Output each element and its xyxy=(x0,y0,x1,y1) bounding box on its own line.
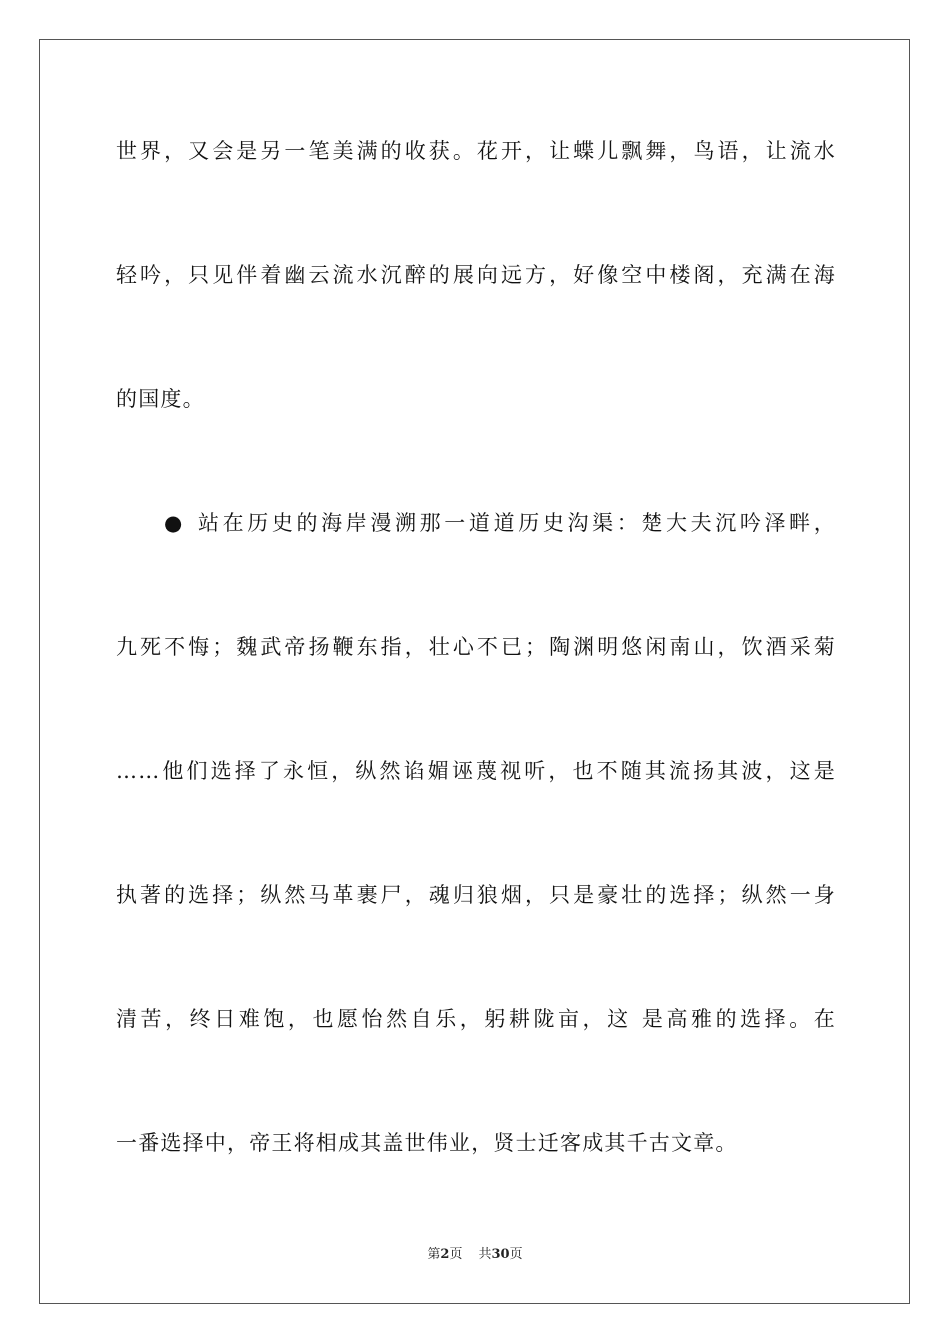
footer-total-unit: 页 xyxy=(509,1247,523,1262)
text-line-6: ……他们选择了永恒，纵然谄媚诬蔑视听，也不随其流扬其波，这是 xyxy=(116,759,836,783)
page-footer xyxy=(0,1246,950,1264)
text-line-7: 执著的选择；纵然马革裹尸，魂归狼烟，只是豪壮的选择；纵然一身 xyxy=(116,883,836,907)
footer-page-number: 2 xyxy=(440,1247,450,1262)
footer-total-prefix: 共 xyxy=(478,1247,492,1262)
text-line-2: 轻吟，只见伴着幽云流水沉醉的展向远方，好像空中楼阁，充满在海 xyxy=(116,263,836,287)
text-line-3: 的国度。 xyxy=(116,387,205,411)
text-line-9: 一番选择中，帝王将相成其盖世伟业，贤士迁客成其千古文章。 xyxy=(116,1131,738,1155)
footer-page-prefix: 第 xyxy=(427,1247,441,1262)
text-line-8: 清苦，终日难饱，也愿怡然自乐，躬耕陇亩，这 是高雅的选择。在 xyxy=(116,1007,836,1031)
page-border xyxy=(39,39,910,1304)
text-line-5: 九死不悔；魏武帝扬鞭东指，壮心不已；陶渊明悠闲南山，饮酒采菊 xyxy=(116,635,836,659)
footer-total-pages: 30 xyxy=(491,1247,510,1262)
bullet-icon: ● xyxy=(164,511,184,535)
footer-page-unit: 页 xyxy=(449,1247,463,1262)
text-line-1: 世界，又会是另一笔美满的收获。花开，让蝶儿飘舞，鸟语，让流水 xyxy=(116,139,836,163)
bullet-paragraph-line xyxy=(164,509,836,537)
text-line-4: 站在历史的海岸漫溯那一道道历史沟渠：楚大夫沉吟泽畔， xyxy=(195,511,836,535)
